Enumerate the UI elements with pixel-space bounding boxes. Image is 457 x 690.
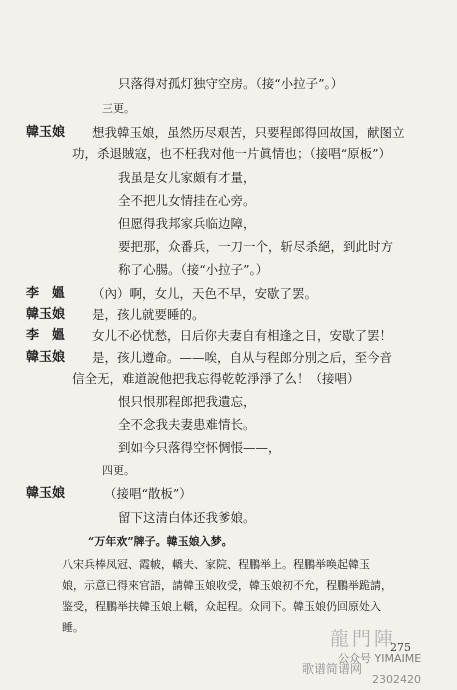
script-line: 只落得对孤灯独守空房。（接“小拉子”。） bbox=[118, 76, 344, 91]
dialogue-line: 信全无，难道說他把我忘得乾乾淨淨了么！（接唱） bbox=[72, 371, 360, 386]
dialogue-line: 是，孩儿遵命。——唉，自从与程郎分別之后，至今音 bbox=[92, 350, 393, 365]
speaker-label: 韓玉娘 bbox=[26, 350, 66, 365]
stage-direction: 八宋兵棒凤冠、霞帔，轎夫、家院、程鵬举上。程鵬举唤起韓玉 bbox=[62, 558, 370, 571]
watermark-account: 公众号 YIMAIME bbox=[338, 652, 422, 665]
dialogue-line: （內）啊，女儿，天色不早，安歇了罢。 bbox=[92, 286, 318, 301]
song-line: 留下这清白体还我爹娘。 bbox=[118, 510, 256, 525]
page-number: 275 bbox=[390, 641, 411, 654]
watermark-site: 歌谱简谱网 bbox=[302, 662, 363, 676]
dialogue-line: （接唱“散板”） bbox=[104, 486, 192, 501]
song-line: 全不念我夫妻患难情长。 bbox=[118, 417, 256, 432]
stage-direction: “万年欢”牌子。韓玉娘入梦。 bbox=[88, 535, 233, 548]
speaker-label: 韓玉娘 bbox=[26, 125, 66, 140]
dialogue-line: 是，孩儿就要睡的。 bbox=[92, 307, 205, 322]
song-line: 要把那，众番兵，一刀一个，斩尽杀絕，到此时方 bbox=[118, 239, 394, 254]
song-line: 到如今只落得空怀惆悵——， bbox=[118, 440, 281, 455]
stage-direction: 睡。 bbox=[62, 621, 84, 634]
song-line: 恨只恨那程郎把我遺忘， bbox=[118, 394, 256, 409]
stage-direction: 三更。 bbox=[102, 102, 135, 115]
song-line: 但愿得我邦家兵临边障， bbox=[118, 216, 256, 231]
dialogue-line: 女儿不必忧愁，日后你夫妻自有相逢之日，安歇了罢！ bbox=[92, 328, 393, 343]
speaker-label: 韓玉娘 bbox=[26, 486, 66, 501]
stage-direction: 鉴受，程鵬举扶韓玉娘上轎，众起程。众同下。韓玉娘仍回原处入 bbox=[62, 600, 381, 613]
song-line: 我虽是女儿家頗有才量， bbox=[118, 170, 256, 185]
watermark-logo: 龍門陣 bbox=[330, 628, 397, 650]
song-line: 全不把儿女情挂在心旁。 bbox=[118, 193, 256, 208]
speaker-label: 李 媼 bbox=[26, 286, 66, 301]
dialogue-line: 想我韓玉娘，虽然历尽艰苦，只要程郎得回故国，献图立 bbox=[92, 125, 405, 140]
song-line: 称了心腸。（接“小拉子”。） bbox=[118, 262, 269, 277]
stage-direction: 四更。 bbox=[102, 464, 135, 477]
speaker-label: 李 媼 bbox=[26, 328, 66, 343]
stage-direction: 娘，示意已得來官語，請韓玉娘收受，韓玉娘初不允，程鵬举跪請， bbox=[62, 579, 392, 592]
watermark-code: 2302420 bbox=[372, 673, 421, 686]
speaker-label: 韓玉娘 bbox=[26, 307, 66, 322]
dialogue-line: 功，杀退賊寇，也不枉我对他一片眞情也；（接唱“原板”） bbox=[72, 146, 392, 161]
